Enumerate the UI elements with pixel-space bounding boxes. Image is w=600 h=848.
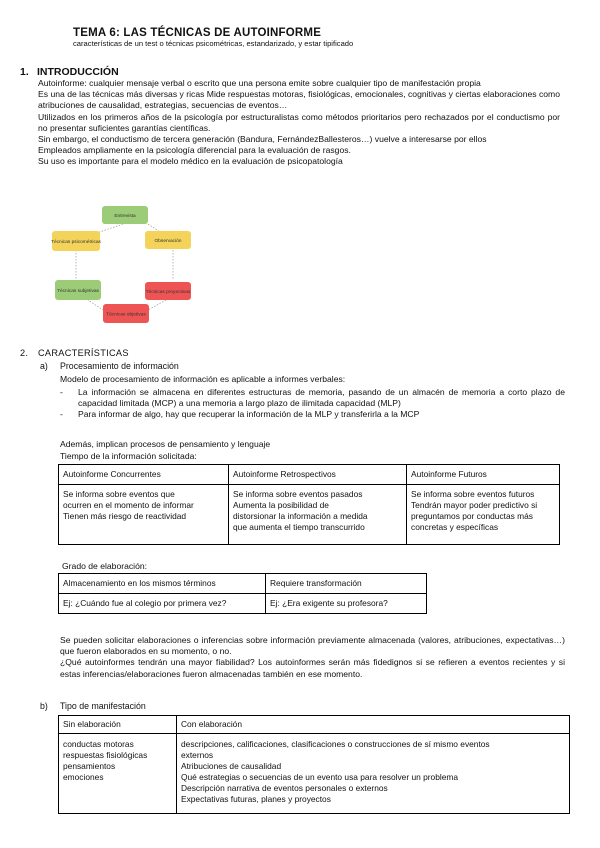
subsection-b-heading (40, 701, 146, 712)
cell-line: preguntamos por conductas más (411, 510, 533, 521)
table-header: Autoinforme Concurrentes (59, 465, 229, 485)
section-number: 2. (20, 348, 29, 358)
cell-line: Aumenta la posibilidad de (233, 499, 329, 510)
subsection-title: Procesamiento de información (60, 361, 179, 371)
list-item: - La información se almacena en diferentes estructuras de memoria, pasando de un almacén de memoria a corto plazo de capacidad limitada (MCP) a una memoria a largo plazo de ilimitada capacidad (MLP) (60, 387, 565, 409)
table-cell (177, 734, 570, 814)
cell-line: Tienen más riesgo de reactividad (63, 510, 187, 521)
subsection-label: a) (40, 361, 48, 371)
page-subtitle: características de un test o técnicas psicométricas, estandarizado, y estar tipificado (73, 39, 354, 48)
table-header: Autoinforme Retrospectivos (229, 465, 407, 485)
paragraph: Sin embargo, el conductismo de tercera generación (Bandura, FernándezBallesteros…) vuelve a interesarse por ellos (38, 133, 487, 144)
paragraph: Autoinforme: cualquier mensaje verbal o escrito que una persona emite sobre cualquier tipo de manifestación propia (38, 78, 481, 88)
cell-line: descripciones, calificaciones, clasificaciones o construcciones de sí mismo eventos (181, 739, 490, 749)
table-cell (59, 734, 177, 814)
cell-line: Se informa sobre eventos que (63, 489, 175, 499)
section-title: CARACTERÍSTICAS (38, 348, 129, 358)
section-title: INTRODUCCIÓN (37, 66, 119, 78)
paragraph: Empleados ampliamente en la psicología diferencial para la evaluación de rasgos. (38, 145, 351, 156)
table-cell: Ej: ¿Era exigente su profesora? (266, 594, 427, 614)
table-cell (59, 485, 229, 545)
cell-line: que aumenta el tiempo transcurrido (233, 521, 365, 532)
techniques-cycle-diagram (48, 200, 198, 332)
cell-line: Descripción narrativa de eventos personales o externos (181, 782, 388, 793)
cell-line: Qué estrategias o secuencias de un evento usa para resolver un problema (181, 771, 459, 782)
node-label: Técnicas objetivas (106, 312, 146, 318)
subsection-a-heading (40, 361, 179, 372)
cell-line: emociones (63, 771, 104, 782)
subsection-label: b) (40, 701, 48, 711)
table-cell: Ej: ¿Cuándo fue al colegio por primera vez? (59, 594, 266, 614)
model-intro: Modelo de procesamiento de información es aplicable a informes verbales: (60, 374, 346, 384)
cell-line: conductas motoras (63, 739, 134, 749)
intro-paragraphs (38, 78, 560, 167)
cell-line: Se informa sobre eventos pasados (233, 489, 363, 499)
cell-line: Se informa sobre eventos futuros (411, 489, 535, 499)
manifestation-table (58, 715, 570, 814)
closing-paragraphs (60, 635, 565, 680)
paragraph: Su uso es importante para el modelo médico en la evaluación de psicopatología (38, 156, 343, 167)
table-header: Requiere transformación (266, 574, 427, 594)
node-label: Técnicas proyectivas (145, 290, 191, 295)
grado-label: Grado de elaboración: (62, 561, 148, 571)
section-heading-caracteristicas (20, 348, 129, 360)
node-label: Observación (154, 239, 182, 244)
grado-table (58, 573, 427, 614)
cell-line: Expectativas futuras, planes y proyectos (181, 793, 331, 804)
paragraph: Utilizados en los primeros años de la psicología por estructuralistas como métodos prioritarios pero rechazados por el conductismo por no presentar suficientes garantías científicas. (38, 111, 560, 133)
cell-line: distorsionar la información a medida (233, 510, 368, 521)
list-item: - Para informar de algo, hay que recuperar la información de la MLP y transferirla a la MCP (60, 409, 565, 420)
table-header: Con elaboración (177, 716, 570, 734)
time-table (58, 464, 560, 545)
table-header: Autoinforme Futuros (407, 465, 560, 485)
cell-line: Atribuciones de causalidad (181, 760, 282, 771)
tiempo-label: Tiempo de la información solicitada: (60, 451, 197, 461)
cell-line: externos (181, 749, 214, 760)
node-label: Entrevista (114, 214, 136, 219)
table-header: Sin elaboración (59, 716, 177, 734)
subsection-title: Tipo de manifestación (60, 701, 146, 711)
table-cell (407, 485, 560, 545)
paragraph: Se pueden solicitar elaboraciones o inferencias sobre información previamente almacenada (valores, atribuciones, expectativas…) que fueron elaborados en su momento, o no. (60, 635, 565, 657)
section-number: 1. (20, 66, 29, 78)
cell-line: ocurren en el momento de informar (63, 499, 194, 510)
paragraph: Es una de las técnicas más diversas y ricas Mide respuestas motoras, fisiológicas, emocionales, cognitivas y ciertas elaboraciones como atribuciones de causalidad, estrategias, secuencias de eventos… (38, 89, 560, 111)
table-cell (229, 485, 407, 545)
cell-line: Tendrán mayor poder predictivo si (411, 499, 538, 510)
ademas-text: Además, implican procesos de pensamiento y lenguaje (60, 439, 271, 449)
paragraph: ¿Qué autoinformes tendrán una mayor fiabilidad? Los autoinformes serán más fidedignos si se refieren a eventos recientes y si estas inferencias/elaboraciones fueron almacenadas también en ese momento. (60, 657, 565, 679)
node-label: Técnicas psicométricas (51, 240, 101, 245)
table-header: Almacenamiento en los mismos términos (59, 574, 266, 594)
cell-line: pensamientos (63, 760, 116, 771)
bullet-list (60, 387, 565, 421)
page-title: TEMA 6: LAS TÉCNICAS DE AUTOINFORME (73, 27, 322, 39)
cell-line: concretas y específicas (411, 521, 499, 532)
node-label: Técnicas subjetivas (57, 289, 99, 294)
cell-line: respuestas fisiológicas (63, 749, 148, 760)
